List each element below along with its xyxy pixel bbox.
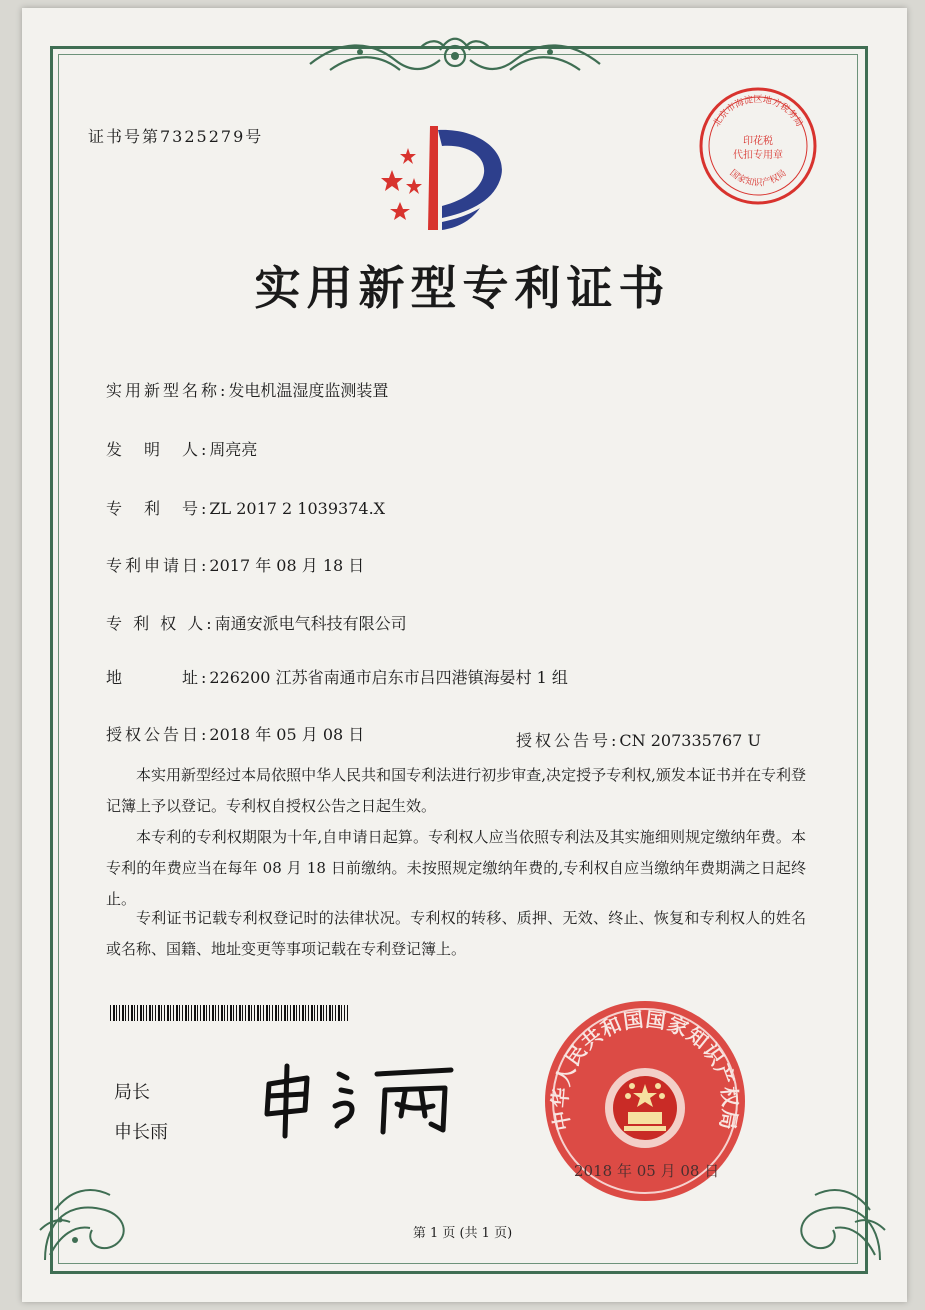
- inventor-value: 周亮亮: [209, 440, 258, 459]
- seal-text: 中华人民共和国国家知识产权局: [547, 1007, 743, 1133]
- patent-number-label: 专 利 号:: [106, 499, 210, 518]
- address-row: [106, 665, 568, 688]
- svg-text:国家知识产权局: [727, 168, 788, 189]
- tax-stamp-icon: [696, 84, 820, 208]
- certificate-number: 证书号第7325279号: [88, 127, 264, 146]
- tax-stamp-bottom-text: 国家知识产权局: [727, 168, 789, 189]
- utility-model-name-label: 实用新型名称:: [106, 381, 229, 400]
- issue-date: 2018 年 05 月 08 日: [574, 1162, 720, 1180]
- patentee-row: [106, 611, 407, 634]
- director-name: 申长雨: [114, 1122, 168, 1143]
- filing-date-label: 专利申请日:: [106, 556, 210, 575]
- corner-ornament-bottom-left-icon: [30, 1150, 150, 1270]
- paragraph-3: 专利证书记载专利权登记时的法律状况。专利权的转移、质押、无效、终止、恢复和专利权人的姓名或名称、国籍、地址变更等事项记载在专利登记簿上。: [106, 909, 806, 958]
- director-title: 局长: [114, 1082, 150, 1103]
- patentee-value: 南通安派电气科技有限公司: [214, 614, 407, 633]
- certificate-title: 实用新型专利证书: [254, 261, 671, 315]
- patent-office-logo-icon: [370, 118, 520, 238]
- patent-number-value: ZL 2017 2 1039374.X: [209, 499, 386, 518]
- grant-date-row: [106, 722, 364, 745]
- handwritten-signature: [255, 1060, 465, 1140]
- inventor-label: 发 明 人:: [106, 440, 210, 459]
- tax-stamp-top-text: 北京市海淀区地方税务局: [712, 95, 804, 129]
- paragraph-2: 本专利的专利权期限为十年,自申请日起算。专利权人应当依照专利法及其实施细则规定缴纳年费。本专利的年费应当在每年 08 月 18 日前缴纳。未按照规定缴纳年费的,专利权自应当缴纳年费期满之日起终止。: [106, 828, 806, 908]
- top-ornament-icon: [300, 30, 610, 90]
- filing-date-value: 2017 年 08 月 18 日: [209, 556, 365, 575]
- utility-model-name-row: [106, 378, 388, 401]
- page-footer: 第 1 页 (共 1 页): [412, 1226, 513, 1241]
- inventor-row: [106, 437, 257, 460]
- grant-date-value: 2018 年 05 月 08 日: [209, 725, 365, 744]
- patent-number-row: [106, 496, 385, 519]
- corner-ornament-bottom-right-icon: [775, 1150, 895, 1270]
- grant-date-label: 授权公告日:: [106, 725, 210, 744]
- filing-date-row: [106, 553, 364, 576]
- address-label: 地 址:: [106, 668, 210, 687]
- address-value: 226200 江苏省南通市启东市吕四港镇海晏村 1 组: [209, 668, 568, 687]
- barcode: [110, 1005, 348, 1021]
- tax-stamp-center-2: 代扣专用章: [733, 150, 783, 161]
- tax-stamp-center-1: 印花税: [743, 136, 773, 147]
- paragraph-1: 本实用新型经过本局依照中华人民共和国专利法进行初步审查,决定授予专利权,颁发本证书并在专利登记簿上予以登记。专利权自授权公告之日起生效。: [106, 766, 806, 815]
- grant-number-row: [516, 728, 761, 751]
- grant-number-label: 授权公告号:: [516, 731, 620, 750]
- utility-model-name-value: 发电机温湿度监测装置: [228, 381, 389, 400]
- patentee-label: 专 利 权 人:: [106, 614, 215, 633]
- grant-number-value: CN 207335767 U: [619, 731, 761, 750]
